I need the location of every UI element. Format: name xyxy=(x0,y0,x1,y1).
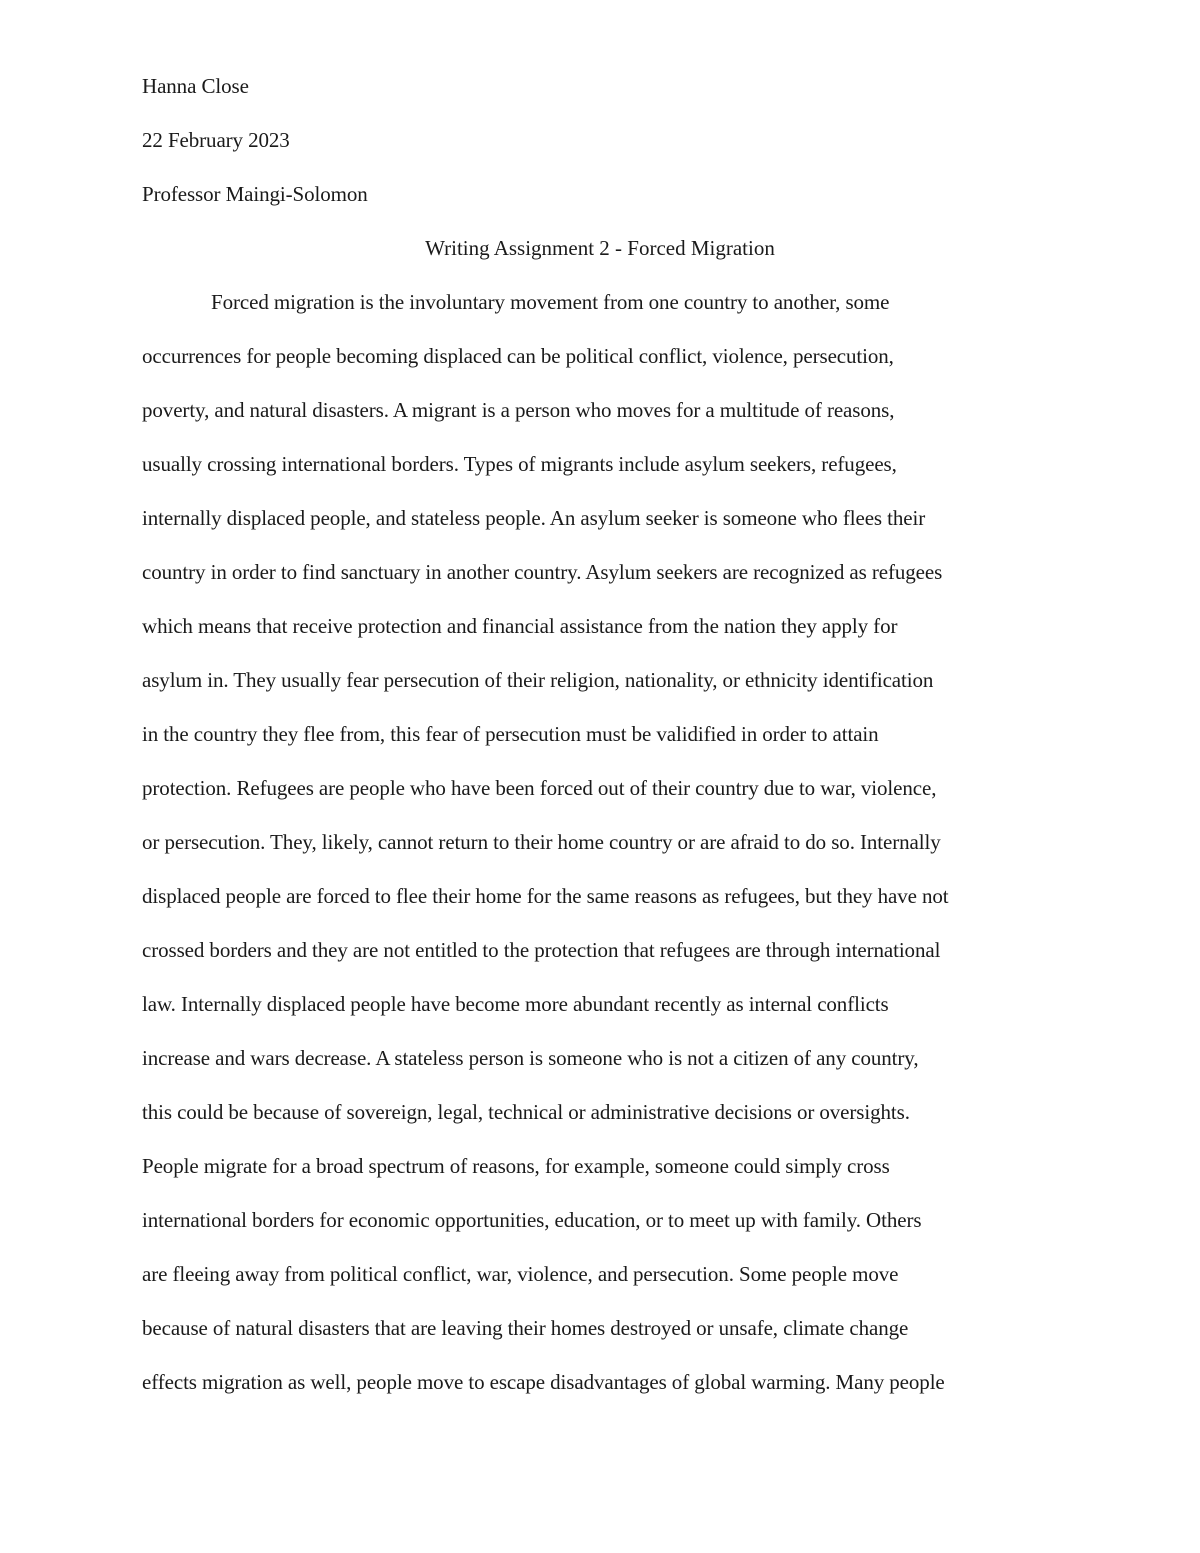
professor-name: Professor Maingi-Solomon xyxy=(142,182,368,206)
body-line: Forced migration is the involuntary movement from one country to another, some xyxy=(211,290,890,314)
body-line: law. Internally displaced people have become more abundant recently as internal conflicts xyxy=(142,992,889,1016)
body-line: usually crossing international borders. Types of migrants include asylum seekers, refugees, xyxy=(142,452,897,476)
body-line: which means that receive protection and financial assistance from the nation they apply for xyxy=(142,614,898,638)
body-line: or persecution. They, likely, cannot return to their home country or are afraid to do so. Internally xyxy=(142,830,941,854)
document-date: 22 February 2023 xyxy=(142,128,290,152)
body-line: international borders for economic opportunities, education, or to meet up with family. Others xyxy=(142,1208,922,1232)
body-line: People migrate for a broad spectrum of reasons, for example, someone could simply cross xyxy=(142,1154,890,1178)
body-line: protection. Refugees are people who have been forced out of their country due to war, violence, xyxy=(142,776,937,800)
body-line: effects migration as well, people move to escape disadvantages of global warming. Many people xyxy=(142,1370,945,1394)
body-line: are fleeing away from political conflict, war, violence, and persecution. Some people move xyxy=(142,1262,899,1286)
body-line: in the country they flee from, this fear of persecution must be validified in order to attain xyxy=(142,722,879,746)
body-line: increase and wars decrease. A stateless person is someone who is not a citizen of any country, xyxy=(142,1046,919,1070)
body-line: occurrences for people becoming displaced can be political conflict, violence, persecution, xyxy=(142,344,894,368)
document-title: Writing Assignment 2 - Forced Migration xyxy=(425,236,775,260)
author-name: Hanna Close xyxy=(142,74,249,98)
body-line: poverty, and natural disasters. A migrant is a person who moves for a multitude of reasons, xyxy=(142,398,895,422)
body-line: country in order to find sanctuary in another country. Asylum seekers are recognized as refugees xyxy=(142,560,943,584)
body-line: this could be because of sovereign, legal, technical or administrative decisions or oversights. xyxy=(142,1100,910,1124)
body-line: because of natural disasters that are leaving their homes destroyed or unsafe, climate change xyxy=(142,1316,909,1340)
body-line: displaced people are forced to flee their home for the same reasons as refugees, but they have not xyxy=(142,884,949,908)
body-line: internally displaced people, and stateless people. An asylum seeker is someone who flees their xyxy=(142,506,926,530)
body-line: asylum in. They usually fear persecution of their religion, nationality, or ethnicity identification xyxy=(142,668,934,692)
body-line: crossed borders and they are not entitled to the protection that refugees are through international xyxy=(142,938,941,962)
